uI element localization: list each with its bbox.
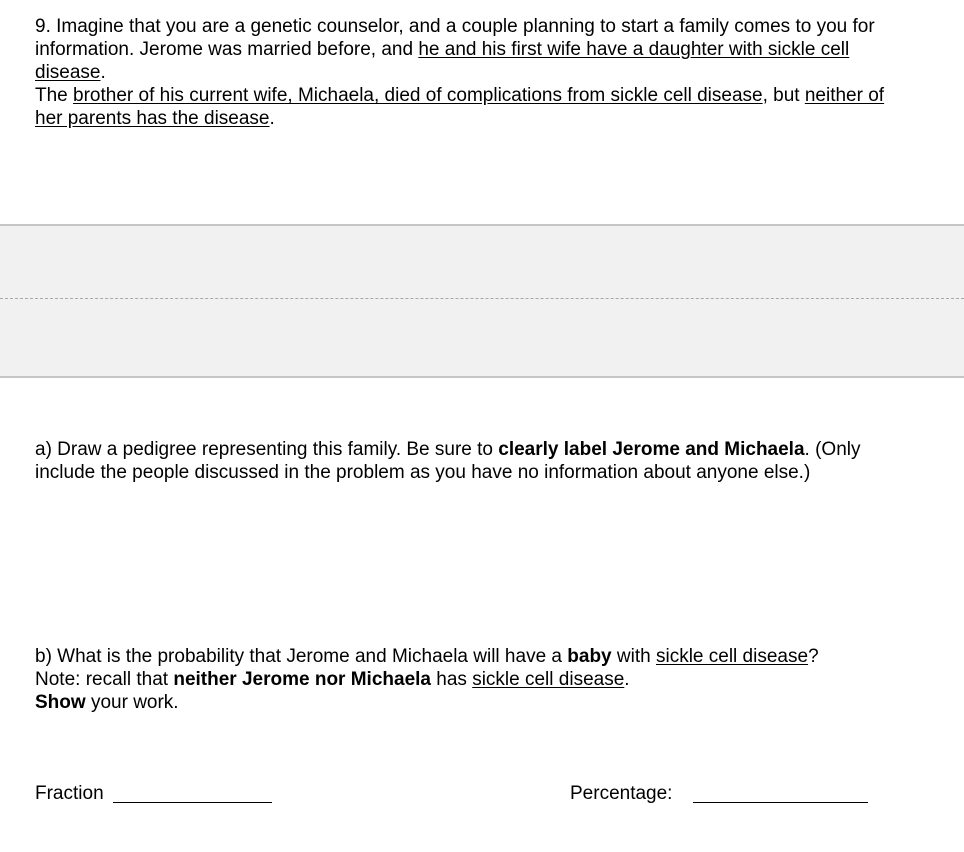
part-b-line-1-end: ? bbox=[808, 646, 819, 667]
question-9-text bbox=[35, 15, 935, 130]
part-b-prompt bbox=[35, 645, 935, 714]
part-b-line-2-end: . bbox=[624, 669, 630, 690]
part-b-underlined-disease: sickle cell disease bbox=[655, 646, 809, 667]
part-b-bold-baby: baby bbox=[567, 646, 612, 667]
question-line-3 bbox=[35, 61, 935, 84]
part-b-line-1-mid: with bbox=[611, 646, 656, 667]
underlined-brother-fact: brother of his current wife, Michaela, died of complications from sickle cell disease bbox=[73, 85, 763, 106]
part-a-line-1-start: a) Draw a pedigree representing this family. Be sure to bbox=[35, 439, 499, 460]
question-line-2-text: information. Jerome was married before, and bbox=[35, 39, 419, 60]
question-line-4 bbox=[35, 84, 935, 107]
part-b-bold-show: Show bbox=[35, 692, 86, 713]
percentage-label: Percentage: bbox=[570, 783, 673, 804]
part-a-line-1 bbox=[35, 438, 935, 461]
part-a-line-1-end: . (Only bbox=[804, 439, 861, 460]
question-line-5 bbox=[35, 107, 935, 130]
fraction-label: Fraction bbox=[35, 783, 104, 804]
part-a-bold-instruction: clearly label Jerome and Michaela bbox=[498, 439, 805, 460]
question-line-4-start: The bbox=[35, 85, 74, 106]
part-b-line-3 bbox=[35, 691, 935, 714]
question-line-2 bbox=[35, 38, 935, 61]
page-break-dashed-line bbox=[0, 298, 964, 299]
percentage-answer-blank[interactable] bbox=[693, 802, 868, 803]
part-b-bold-names: neither Jerome nor Michaela bbox=[173, 669, 431, 690]
part-b-line-1-start: b) What is the probability that Jerome and Michaela will have a bbox=[35, 646, 568, 667]
answer-row bbox=[35, 782, 935, 808]
underlined-daughter-fact: he and his first wife have a daughter with sickle cell bbox=[418, 39, 850, 60]
part-b-line-3-rest: your work. bbox=[85, 692, 179, 713]
question-line-5-period: . bbox=[269, 108, 275, 129]
underlined-parents-fact-start: neither of bbox=[804, 85, 885, 106]
question-line-3-period: . bbox=[100, 62, 106, 83]
question-line-1: 9. Imagine that you are a genetic counselor, and a couple planning to start a family comes to you for bbox=[35, 16, 875, 37]
part-b-line-2 bbox=[35, 668, 935, 691]
part-b-line-2-start: Note: recall that bbox=[35, 669, 174, 690]
part-b-line-1 bbox=[35, 645, 935, 668]
part-a-line-2: include the people discussed in the problem as you have no information about anyone else.) bbox=[35, 462, 811, 483]
part-a-prompt bbox=[35, 438, 935, 484]
question-line-4-mid: , but bbox=[762, 85, 805, 106]
part-b-line-2-mid: has bbox=[431, 669, 473, 690]
underlined-disease-word: disease bbox=[35, 62, 101, 83]
page-break-band bbox=[0, 224, 964, 378]
fraction-answer-blank[interactable] bbox=[113, 802, 272, 803]
part-b-underlined-disease-2: sickle cell disease bbox=[472, 669, 625, 690]
underlined-parents-fact-end: her parents has the disease bbox=[35, 108, 270, 129]
